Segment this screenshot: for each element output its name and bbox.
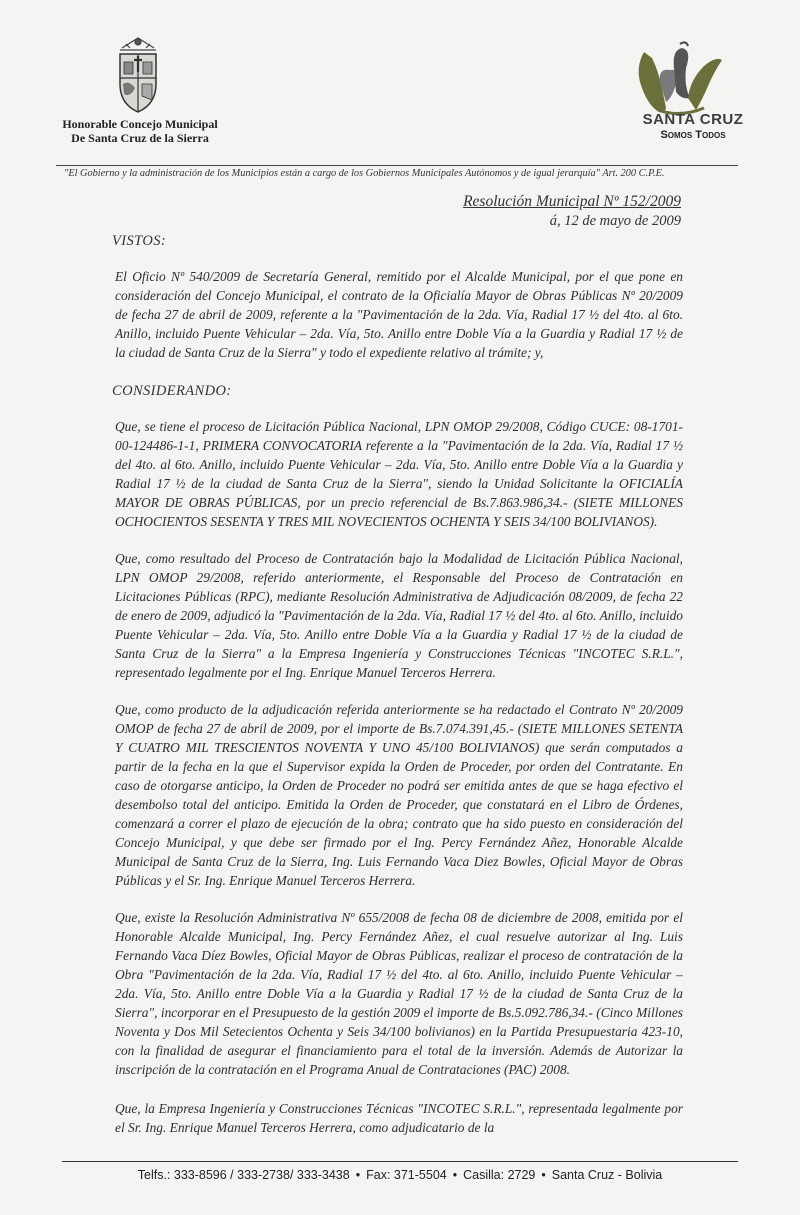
footer-city: Santa Cruz - Bolivia <box>551 1168 663 1182</box>
footer-separator: • <box>452 1168 458 1182</box>
footer-phones: Telfs.: 333-8596 / 333-2738/ 333-3438 <box>137 1168 350 1182</box>
vistos-paragraph: El Oficio Nº 540/2009 de Secretaría General, remitido por el Alcalde Municipal, por el que pone en consideración del Concejo Municipal, el contrato de la Oficialía Mayor de Obras Públicas Nº 20/2009 de fecha 27 de abril de 2009, referente a la "Pavimentación de la 2da. Vía, Radial 17 ½ del 4to. al 6to. Anillo, incluido Puente Vehicular – 2da. Vía, 5to. Anillo entre Doble Vía a la Guardia y Radial 17 ½ de la ciudad de Santa Cruz de la Sierra" y todo el expediente relativo al trámite; y, <box>115 269 683 360</box>
constitution-quote: "El Gobierno y la administración de los Municipios están a cargo de los Gobiernos Municipales Autónomos y de igual jerarquía" Art. 200 C.P.E. <box>64 168 665 179</box>
santa-cruz-brand <box>638 111 748 141</box>
footer-contact <box>0 1168 800 1182</box>
council-line-2: De Santa Cruz de la Sierra <box>71 131 209 145</box>
footer-divider <box>62 1161 738 1162</box>
footer-separator: • <box>541 1168 546 1182</box>
considerando-paragraph-1: Que, se tiene el proceso de Licitación Pública Nacional, LPN OMOP 29/2008, Código CUCE: 08-1701-00-124486-1-1, PRIMERA CONVOCATORIA referente a la "Pavimentación de la 2da. Vía, Radial 17 ½ del 4to. al 6to. Anillo, incluido Puente Vehicular – 2da. Vía, 5to. Anillo entre Doble Vía a la Guardia y Radial 17 ½ de la ciudad de Santa Cruz de la Sierra", siendo la Unidad Solicitante la OFICIALÍA MAYOR DE OBRAS PÚBLICAS, por un precio referencial de Bs.7.863.986,34.- (SIETE MILLONES OCHOCIENTOS SESENTA Y TRES MIL NOVECIENTOS OCHENTA Y SEIS 34/100 BOLIVIANOS). <box>115 419 683 529</box>
council-line-1: Honorable Concejo Municipal <box>62 117 218 131</box>
considerando-paragraph-2: Que, como resultado del Proceso de Contratación bajo la Modalidad de Licitación Pública Nacional, LPN OMOP 29/2008, referido anteriormente, el Responsable del Proceso de Contratación en Licitaciones Públicas (RPC), mediante Resolución Administrativa de Adjudicación 08/2009, de fecha 22 de enero de 2009, adjudicó la "Pavimentación de la 2da. Vía, Radial 17 ½ del 4to. al 6to. Anillo, incluido Puente Vehicular – 2da. Vía, 5to. Anillo entre Doble Vía a la Guardia y Radial 17 ½ de la ciudad de Santa Cruz de la Sierra" a la Empresa Ingeniería y Construcciones Técnicas "INCOTEC S.R.L.", representado legalmente por el Ing. Enrique Manuel Terceros Herrera. <box>115 551 683 680</box>
considerando-heading: CONSIDERANDO: <box>112 383 232 399</box>
footer-fax: Fax: 371-5504 <box>366 1168 447 1182</box>
considerando-paragraph-3: Que, como producto de la adjudicación referida anteriormente se ha redactado el Contrato Nº 20/2009 OMOP de fecha 27 de abril de 2009, por el importe de Bs.7.074.391,45.- (SIETE MILLONES SETENTA Y CUATRO MIL TRESCIENTOS NOVENTA Y UNO 45/100 BOLIVIANOS) que serán computados a partir de la fecha en la que el Supervisor expida la Orden de Proceder, por orden del Contratante. En caso de otorgarse anticipo, la Orden de Proceder no podrá ser emitida antes de que se haga efectivo el desembolso total del anticipo. Emitida la Orden de Proceder, que constatará en el Libro de Órdenes, comenzará a correr el plazo de ejecución de la obra; contrato que ha sido puesto en consideración del Concejo Municipal, y que debe ser firmado por el Ing. Percy Fernández Añez, Honorable Alcalde Municipal de Santa Cruz de la Sierra, Ing. Luis Fernando Vaca Diez Bowles, Oficial Mayor de Obras Públicas y el Sr. Ing. Enrique Manuel Terceros Herrera. <box>115 702 683 888</box>
header-divider <box>56 165 738 166</box>
resolution-date: á, 12 de mayo de 2009 <box>549 213 681 229</box>
council-name <box>40 117 240 145</box>
brand-slogan: Somos Todos <box>660 129 726 141</box>
footer-separator: • <box>355 1168 361 1182</box>
footer-casilla: Casilla: 2729 <box>463 1168 536 1182</box>
coat-of-arms-icon <box>108 32 168 114</box>
resolution-title: Resolución Municipal Nº 152/2009 <box>463 193 681 210</box>
vistos-heading: VISTOS: <box>112 233 167 249</box>
considerando-paragraph-5: Que, la Empresa Ingeniería y Construcciones Técnicas "INCOTEC S.R.L.", representada legalmente por el Sr. Ing. Enrique Manuel Terceros Herrera, como adjudicatario de la <box>115 1101 683 1135</box>
brand-name: SANTA CRUZ <box>642 111 744 128</box>
considerando-paragraph-4: Que, existe la Resolución Administrativa Nº 655/2008 de fecha 08 de diciembre de 2008, emitida por el Honorable Alcalde Municipal, Ing. Percy Fernández Añez, el cual resuelve autorizar al Ing. Luis Fernando Vaca Díez Bowles, Oficial Mayor de Obras Públicas, realizar el proceso de contratación de la Obra "Pavimentación de la 2da. Vía, Radial 17 ½ del 4to. al 6to. Anillo, incluido Puente Vehicular – 2da. Vía, 5to. Anillo entre Doble Vía a la Guardia y Radial 17 ½ de la ciudad de Santa Cruz de la Sierra", incorporar en el Presupuesto de la gestión 2009 el importe de Bs.5.092.786,34.- (Cinco Millones Noventa y Dos Mil Setecientos Ochenta y Seis 34/100 bolivianos) en la Partida Presupuestaria 423-10, con la finalidad de asegurar el financiamiento para el total de la inversión. Además de Autorizar la inscripción de la contratación en el Programa Anual de Contrataciones (PAC) 2008. <box>115 910 683 1077</box>
